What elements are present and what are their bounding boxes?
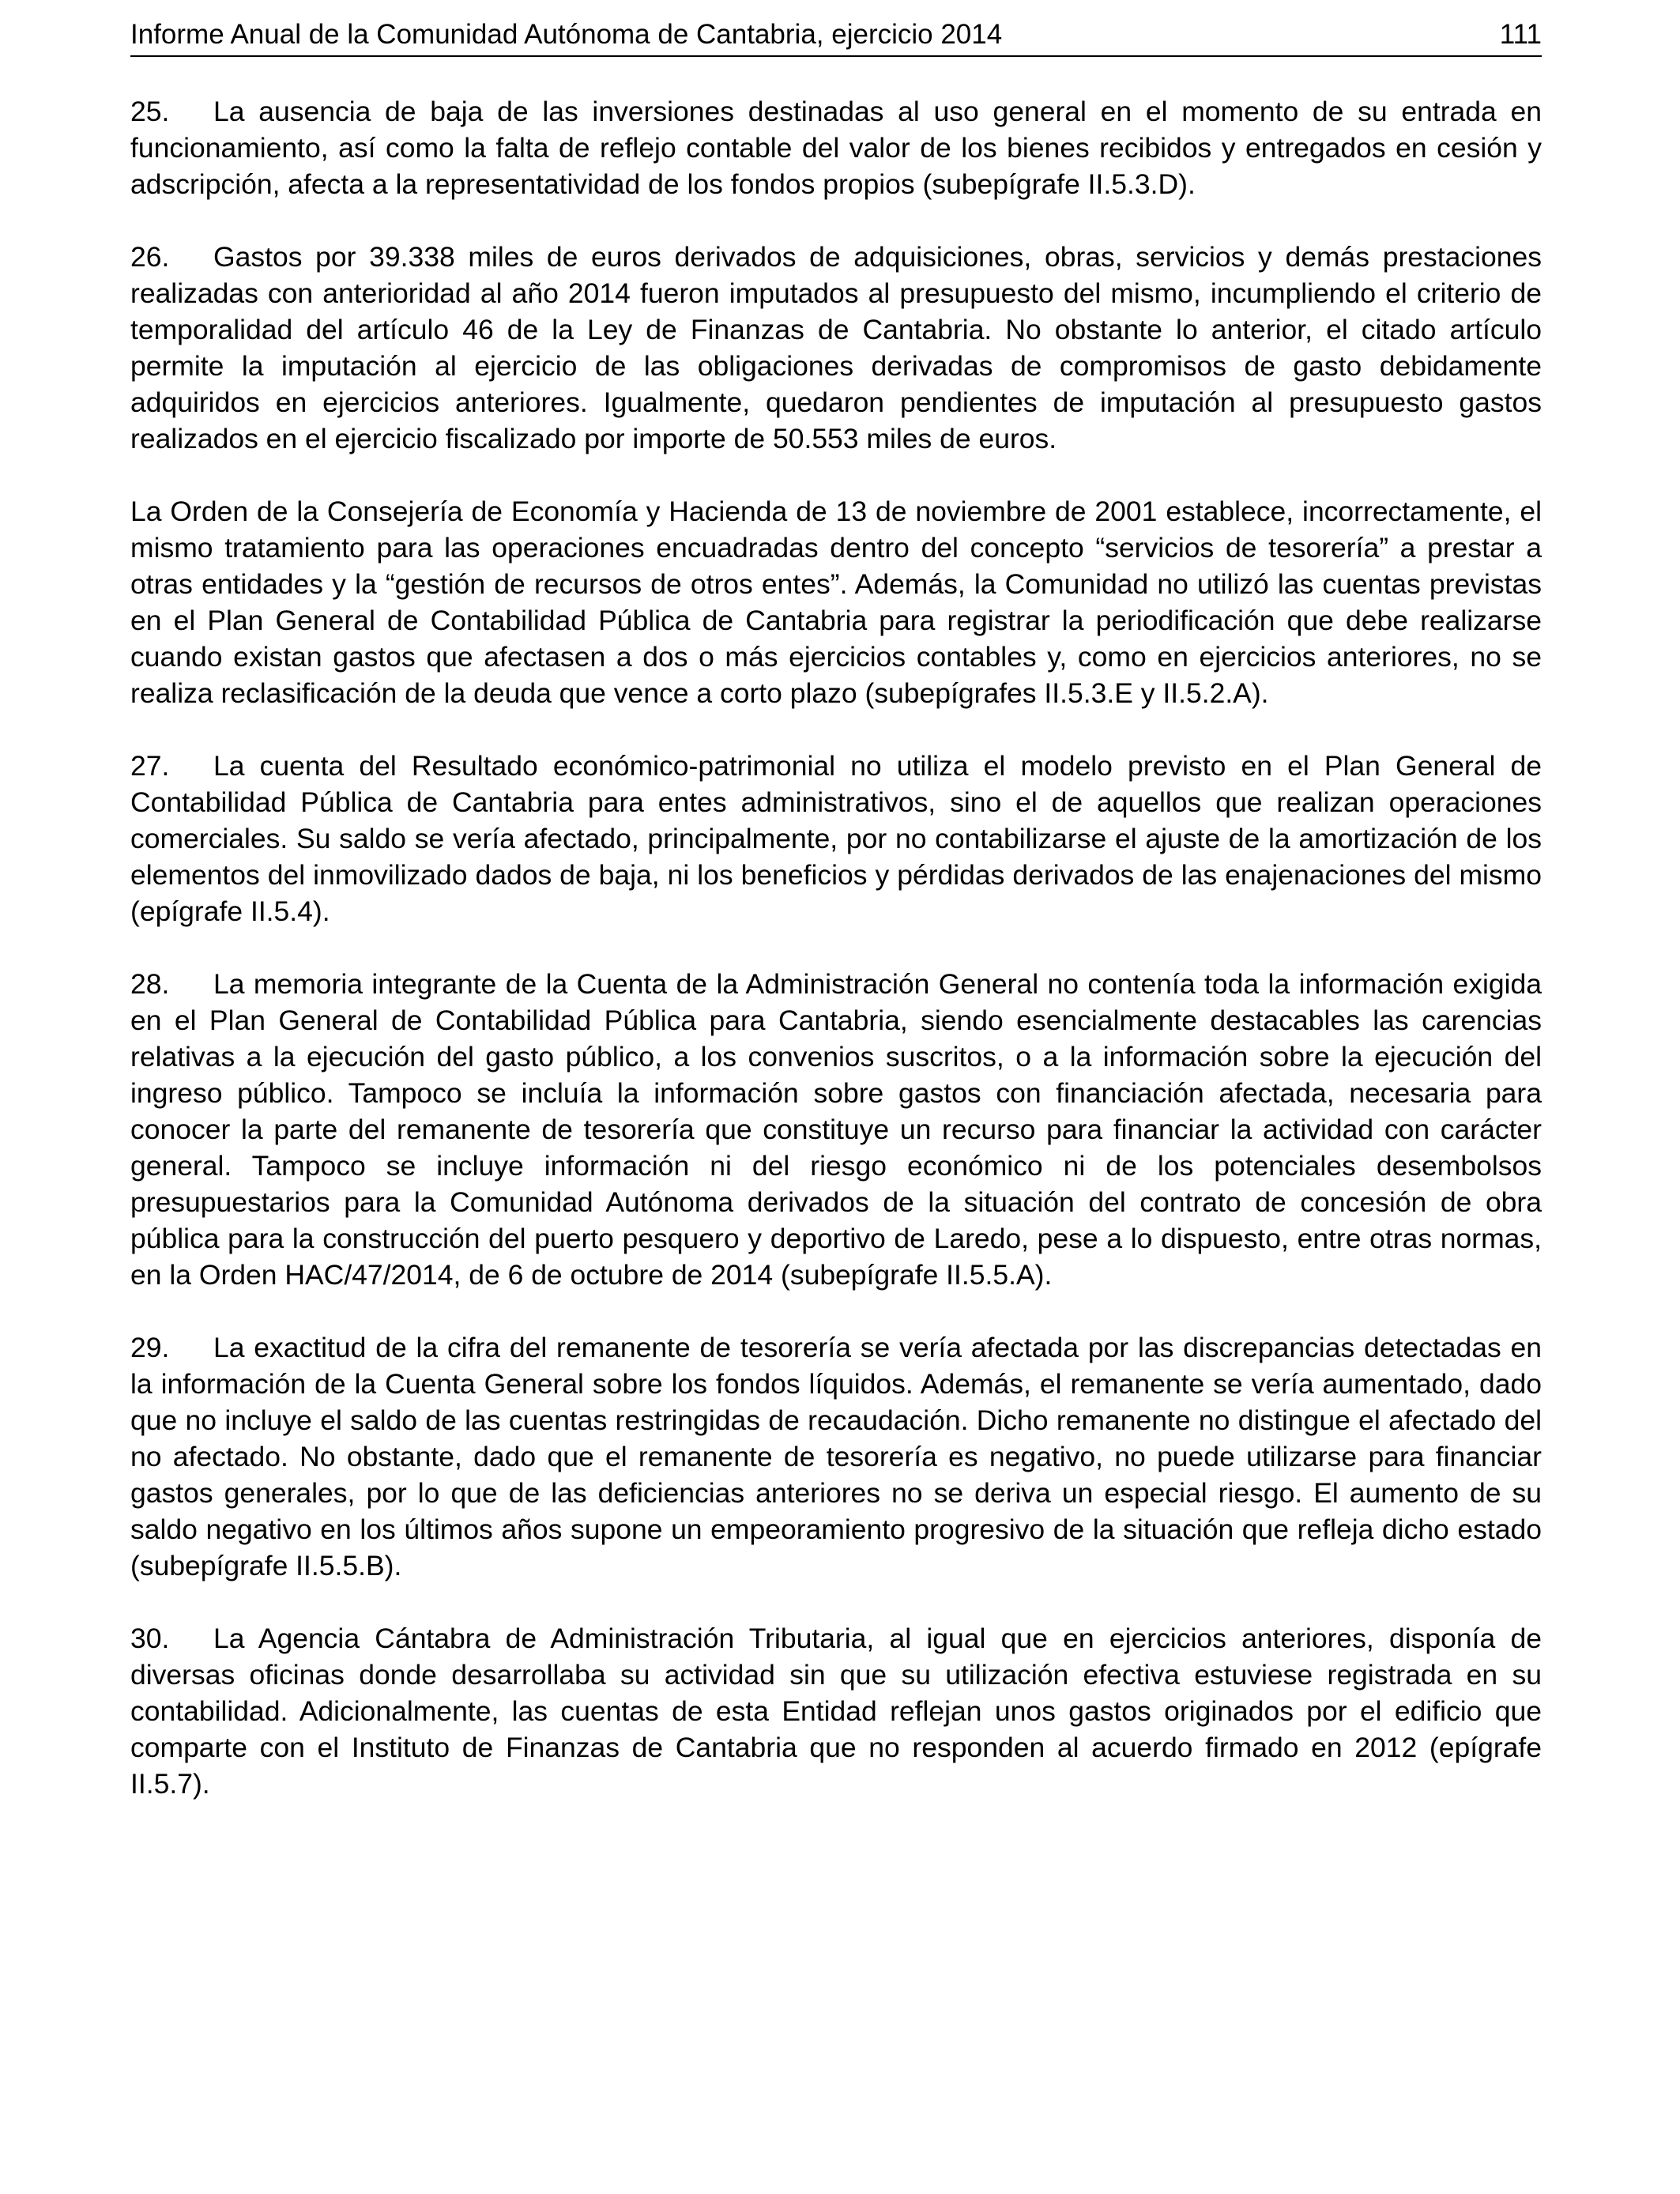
paragraph-text: La memoria integrante de la Cuenta de la Administración General no contenía toda la información exigida en el Plan General de Contabilidad Pública para Cantabria, siendo esencialmente destacables las carencias relativas a la ejecución del gasto público, a los convenios suscritos, o a la información sobre la ejecución del ingreso público. Tampoco se incluía la información sobre gastos con financiación afectada, necesaria para conocer la parte del remanente de tesorería que constituye un recurso para financiar la actividad con carácter general. Tampoco se incluye información ni del riesgo económico ni de los potenciales desembolsos presupuestarios para la Comunidad Autónoma derivados de la situación del contrato de concesión de obra pública para la construcción del puerto pesquero y deportivo de Laredo, pese a lo dispuesto, entre otras normas, en la Orden HAC/47/2014, de 6 de octubre de 2014 (subepígrafe II.5.5.A). [130, 968, 1542, 1291]
paragraph-text: La Orden de la Consejería de Economía y Hacienda de 13 de noviembre de 2001 establece, incorrectamente, el mismo tratamiento para las operaciones encuadradas dentro del concepto “servicios de tesorería” a prestar a otras entidades y la “gestión de recursos de otros entes”. Además, la Comunidad no utilizó las cuentas previstas en el Plan General de Contabilidad Pública de Cantabria para registrar la periodificación que debe realizarse cuando existan gastos que afectasen a dos o más ejercicios contables y, como en ejercicios anteriores, no se realiza reclasificación de la deuda que vence a corto plazo (subepígrafes II.5.3.E y II.5.2.A). [130, 496, 1542, 709]
paragraph-number: 30. [130, 1623, 170, 1654]
paragraph-27 [130, 748, 1542, 929]
document-body [130, 93, 1542, 1838]
paragraph-text: La ausencia de baja de las inversiones destinadas al uso general en el momento de su entrada en funcionamiento, así como la falta de reflejo contable del valor de los bienes recibidos y entregados en cesión y adscripción, afecta a la representatividad de los fondos propios (subepígrafe II.5.3.D). [130, 96, 1542, 200]
page-number: 111 [1499, 19, 1542, 50]
paragraph-28 [130, 966, 1542, 1293]
paragraph-26 [130, 239, 1542, 457]
paragraph-text: La cuenta del Resultado económico-patrimonial no utiliza el modelo previsto en el Plan General de Contabilidad Pública de Cantabria para entes administrativos, sino el de aquellos que realizan operaciones comerciales. Su saldo se vería afectado, principalmente, por no contabilizarse el ajuste de la amortización de los elementos del inmovilizado dados de baja, ni los beneficios y pérdidas derivados de las enajenaciones del mismo (epígrafe II.5.4). [130, 750, 1542, 927]
document-page [130, 0, 1542, 2194]
paragraph-text: Gastos por 39.338 miles de euros derivados de adquisiciones, obras, servicios y demás prestaciones realizadas con anterioridad al año 2014 fueron imputados al presupuesto del mismo, incumpliendo el criterio de temporalidad del artículo 46 de la Ley de Finanzas de Cantabria. No obstante lo anterior, el citado artículo permite la imputación al ejercicio de las obligaciones derivadas de compromisos de gasto debidamente adquiridos en ejercicios anteriores. Igualmente, quedaron pendientes de imputación al presupuesto gastos realizados en el ejercicio fiscalizado por importe de 50.553 miles de euros. [130, 241, 1542, 454]
paragraph-29 [130, 1329, 1542, 1584]
paragraph-number: 29. [130, 1332, 170, 1363]
paragraph-number: 26. [130, 241, 170, 273]
header-title: Informe Anual de la Comunidad Autónoma de Cantabria, ejercicio 2014 [130, 19, 1003, 50]
paragraph-text: La Agencia Cántabra de Administración Tributaria, al igual que en ejercicios anteriores, disponía de diversas oficinas donde desarrollaba su actividad sin que su utilización efectiva estuviese registrada en su contabilidad. Adicionalmente, las cuentas de esta Entidad reflejan unos gastos originados por el edificio que comparte con el Instituto de Finanzas de Cantabria que no responden al acuerdo firmado en 2012 (epígrafe II.5.7). [130, 1623, 1542, 1800]
paragraph-number: 25. [130, 96, 170, 127]
paragraph-number: 27. [130, 750, 170, 782]
paragraph-30 [130, 1620, 1542, 1802]
paragraph-26-continued [130, 493, 1542, 711]
paragraph-text: La exactitud de la cifra del remanente de tesorería se vería afectada por las discrepancias detectadas en la información de la Cuenta General sobre los fondos líquidos. Además, el remanente se vería aumentado, dado que no incluye el saldo de las cuentas restringidas de recaudación. Dicho remanente no distingue el afectado del no afectado. No obstante, dado que el remanente de tesorería es negativo, no puede utilizarse para financiar gastos generales, por lo que de las deficiencias anteriores no se deriva un especial riesgo. El aumento de su saldo negativo en los últimos años supone un empeoramiento progresivo de la situación que refleja dicho estado (subepígrafe II.5.5.B). [130, 1332, 1542, 1581]
paragraph-25 [130, 93, 1542, 202]
paragraph-number: 28. [130, 968, 170, 1000]
page-header [130, 14, 1542, 57]
